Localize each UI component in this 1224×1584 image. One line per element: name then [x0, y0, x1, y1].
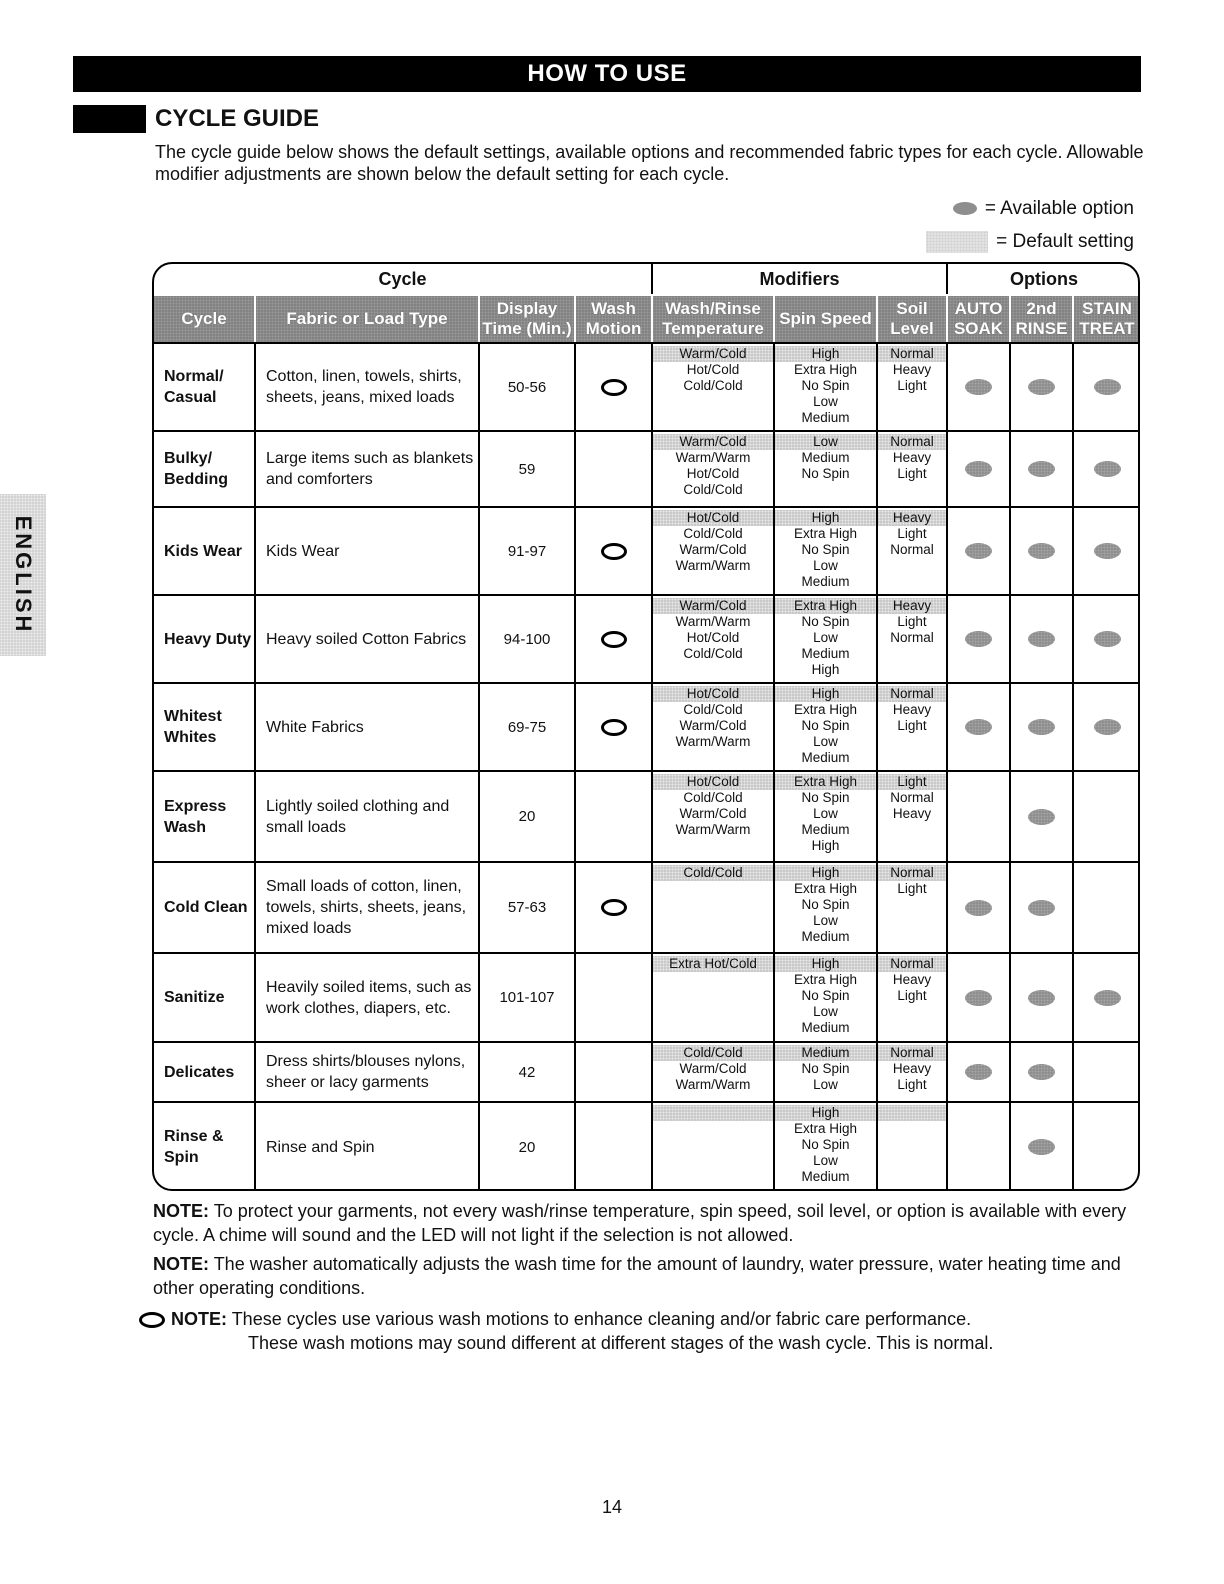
section-title: CYCLE GUIDE: [155, 105, 320, 132]
available-setting: Cold/Cold: [683, 790, 743, 805]
soil-level-list: [878, 596, 948, 682]
second-rinse-cell: [1011, 954, 1074, 1041]
available-setting: Normal: [890, 542, 934, 557]
default-setting: High: [775, 1105, 876, 1121]
table-row: [154, 952, 1140, 1041]
cycle-name: Heavy Duty: [154, 596, 256, 682]
legend-available-label: = Available option: [984, 198, 1134, 219]
wash-motion-icon: [601, 379, 627, 396]
available-option-icon: [1028, 379, 1055, 395]
second-rinse-cell: [1011, 684, 1074, 770]
table-row: [154, 682, 1140, 770]
available-setting: Low: [813, 630, 838, 645]
available-setting: Extra High: [793, 362, 858, 377]
spin-speed-list: [775, 684, 878, 770]
spin-speed-list: [775, 344, 878, 430]
default-setting: Hot/Cold: [653, 686, 773, 702]
available-option-icon: [965, 1064, 992, 1080]
available-setting: Warm/Warm: [675, 614, 751, 629]
available-setting: Low: [813, 734, 838, 749]
cycle-name: Cold Clean: [154, 863, 256, 952]
spin-speed-list: [775, 432, 878, 506]
col-header-temperature: Wash/Rinse Temperature: [653, 296, 775, 342]
temperature-list: [653, 954, 775, 1041]
available-option-icon: [1028, 900, 1055, 916]
stain-treat-cell: [1074, 772, 1140, 861]
wash-motion-icon: [601, 631, 627, 648]
wash-motion: [576, 1103, 653, 1191]
note-wash-motion: [153, 1307, 1143, 1355]
wash-motion: [576, 344, 653, 430]
column-header-row: [154, 296, 1140, 342]
col-header-auto-soak: AUTO SOAK: [948, 296, 1011, 342]
display-time: 101-107: [480, 954, 576, 1041]
soil-level-list: [878, 772, 948, 861]
available-setting: Normal: [890, 630, 934, 645]
available-setting: No Spin: [801, 1061, 850, 1076]
note-label: NOTE:: [153, 1201, 209, 1221]
display-time: 91-97: [480, 508, 576, 594]
available-option-icon: [965, 631, 992, 647]
default-setting: Light: [878, 774, 946, 790]
available-setting: Light: [897, 988, 927, 1003]
spin-speed-list: [775, 772, 878, 861]
note-text: These cycles use various wash motions to enhance cleaning and/or fabric care performance.: [231, 1309, 972, 1329]
available-setting: Medium: [801, 929, 850, 944]
default-setting: Normal: [878, 865, 946, 881]
available-setting: Heavy: [892, 972, 932, 987]
default-setting: Cold/Cold: [653, 865, 773, 881]
display-time: 20: [480, 772, 576, 861]
available-setting: Warm/Warm: [675, 558, 751, 573]
default-setting-swatch: [926, 231, 988, 253]
spin-speed-list: [775, 1043, 878, 1101]
available-setting: Warm/Warm: [675, 734, 751, 749]
auto-soak-cell: [948, 1043, 1011, 1101]
temperature-list: [653, 1043, 775, 1101]
default-setting: Normal: [878, 956, 946, 972]
available-setting: Low: [813, 558, 838, 573]
default-setting: Heavy: [878, 598, 946, 614]
wash-motion-icon: [601, 899, 627, 916]
temperature-list: [653, 596, 775, 682]
second-rinse-cell: [1011, 344, 1074, 430]
default-setting: High: [775, 686, 876, 702]
page-number: 14: [601, 1497, 623, 1517]
available-setting: Warm/Cold: [679, 542, 747, 557]
fabric-type: Dress shirts/blouses nylons, sheer or lacy garments: [256, 1043, 480, 1101]
soil-level-list: [878, 508, 948, 594]
available-option-icon: [953, 202, 977, 215]
available-option-icon: [1028, 631, 1055, 647]
available-setting: No Spin: [801, 1137, 850, 1152]
available-setting: Low: [813, 1077, 838, 1092]
available-setting: Light: [897, 378, 927, 393]
available-option-icon: [965, 379, 992, 395]
note-text: To protect your garments, not every wash/rinse temperature, spin speed, soil level, or option is available with every cycle. A chime will sound and the LED will not light if the selection is not allowed.: [153, 1201, 1127, 1245]
available-option-icon: [1094, 719, 1121, 735]
available-option-icon: [1028, 990, 1055, 1006]
available-option-icon: [1028, 543, 1055, 559]
available-option-icon: [1028, 1139, 1055, 1155]
default-setting: [878, 1105, 946, 1121]
default-setting: Extra High: [775, 774, 876, 790]
default-setting: Extra Hot/Cold: [653, 956, 773, 972]
stain-treat-cell: [1074, 1103, 1140, 1191]
second-rinse-cell: [1011, 508, 1074, 594]
temperature-list: [653, 772, 775, 861]
available-option-icon: [965, 900, 992, 916]
temperature-list: [653, 863, 775, 952]
cycle-name: Rinse & Spin: [154, 1103, 256, 1191]
available-option-icon: [1028, 1064, 1055, 1080]
auto-soak-cell: [948, 684, 1011, 770]
second-rinse-cell: [1011, 772, 1074, 861]
stain-treat-cell: [1074, 1043, 1140, 1101]
available-setting: Light: [897, 526, 927, 541]
auto-soak-cell: [948, 596, 1011, 682]
spin-speed-list: [775, 508, 878, 594]
available-option-icon: [965, 543, 992, 559]
auto-soak-cell: [948, 432, 1011, 506]
note-text-continued: These wash motions may sound different at different stages of the wash cycle. This is normal.: [248, 1333, 994, 1353]
available-setting: Light: [897, 1077, 927, 1092]
available-option-icon: [965, 990, 992, 1006]
fabric-type: Heavy soiled Cotton Fabrics: [256, 596, 480, 682]
available-setting: No Spin: [801, 542, 850, 557]
default-setting: High: [775, 346, 876, 362]
legend-default: [926, 230, 1134, 254]
soil-level-list: [878, 432, 948, 506]
available-setting: Extra High: [793, 702, 858, 717]
col-header-soil-level: Soil Level: [878, 296, 948, 342]
soil-level-list: [878, 684, 948, 770]
available-option-icon: [965, 719, 992, 735]
available-setting: No Spin: [801, 466, 850, 481]
available-setting: Medium: [801, 1169, 850, 1184]
table-row: [154, 770, 1140, 861]
available-setting: Medium: [801, 822, 850, 837]
available-setting: Low: [813, 394, 838, 409]
available-setting: Light: [897, 718, 927, 733]
auto-soak-cell: [948, 1103, 1011, 1191]
available-setting: No Spin: [801, 790, 850, 805]
fabric-type: Heavily soiled items, such as work clothes, diapers, etc.: [256, 954, 480, 1041]
display-time: 69-75: [480, 684, 576, 770]
fabric-type: Small loads of cotton, linen, towels, shirts, sheets, jeans, mixed loads: [256, 863, 480, 952]
available-setting: Low: [813, 1004, 838, 1019]
table-row: [154, 430, 1140, 506]
section-banner: HOW TO USE: [73, 56, 1141, 92]
fabric-type: Large items such as blankets and comforters: [256, 432, 480, 506]
available-setting: Medium: [801, 750, 850, 765]
stain-treat-cell: [1074, 684, 1140, 770]
default-setting: Normal: [878, 434, 946, 450]
available-setting: Hot/Cold: [686, 466, 740, 481]
available-setting: No Spin: [801, 614, 850, 629]
col-header-fabric: Fabric or Load Type: [256, 296, 480, 342]
soil-level-list: [878, 1043, 948, 1101]
available-setting: No Spin: [801, 988, 850, 1003]
wash-motion: [576, 432, 653, 506]
available-setting: Warm/Warm: [675, 822, 751, 837]
default-setting: Normal: [878, 686, 946, 702]
legend-available: [953, 197, 1134, 221]
fabric-type: Cotton, linen, towels, shirts, sheets, jeans, mixed loads: [256, 344, 480, 430]
group-header-cycle: Cycle: [154, 264, 653, 294]
available-option-icon: [1094, 543, 1121, 559]
available-setting: Warm/Cold: [679, 718, 747, 733]
available-setting: Warm/Warm: [675, 450, 751, 465]
default-setting: Normal: [878, 346, 946, 362]
stain-treat-cell: [1074, 954, 1140, 1041]
note-label: NOTE:: [153, 1254, 209, 1274]
available-setting: Heavy: [892, 1061, 932, 1076]
display-time: 42: [480, 1043, 576, 1101]
default-setting: Heavy: [878, 510, 946, 526]
default-setting: Warm/Cold: [653, 434, 773, 450]
available-setting: Warm/Cold: [679, 1061, 747, 1076]
available-setting: Hot/Cold: [686, 630, 740, 645]
stain-treat-cell: [1074, 596, 1140, 682]
col-header-display-time: Display Time (Min.): [480, 296, 576, 342]
default-setting: High: [775, 956, 876, 972]
default-setting: Normal: [878, 1045, 946, 1061]
available-setting: No Spin: [801, 378, 850, 393]
available-setting: Low: [813, 1153, 838, 1168]
available-setting: No Spin: [801, 718, 850, 733]
available-setting: Extra High: [793, 972, 858, 987]
available-setting: Cold/Cold: [683, 482, 743, 497]
stain-treat-cell: [1074, 863, 1140, 952]
default-setting: Hot/Cold: [653, 510, 773, 526]
stain-treat-cell: [1074, 432, 1140, 506]
legend-default-label: = Default setting: [996, 231, 1134, 252]
available-option-icon: [1028, 719, 1055, 735]
soil-level-list: [878, 863, 948, 952]
available-setting: Heavy: [892, 806, 932, 821]
default-setting: Hot/Cold: [653, 774, 773, 790]
available-setting: Low: [813, 806, 838, 821]
spin-speed-list: [775, 954, 878, 1041]
default-setting: [653, 1105, 773, 1121]
display-time: 94-100: [480, 596, 576, 682]
fabric-type: Lightly soiled clothing and small loads: [256, 772, 480, 861]
default-setting: Medium: [775, 1045, 876, 1061]
display-time: 20: [480, 1103, 576, 1191]
default-setting: Low: [775, 434, 876, 450]
available-option-icon: [1094, 990, 1121, 1006]
wash-motion: [576, 1043, 653, 1101]
display-time: 50-56: [480, 344, 576, 430]
note-garments: [153, 1199, 1143, 1247]
available-setting: Hot/Cold: [686, 362, 740, 377]
default-setting: High: [775, 865, 876, 881]
auto-soak-cell: [948, 954, 1011, 1041]
available-option-icon: [965, 461, 992, 477]
group-header-modifiers: Modifiers: [653, 264, 948, 294]
auto-soak-cell: [948, 772, 1011, 861]
note-label: NOTE:: [171, 1309, 227, 1329]
available-setting: Medium: [801, 646, 850, 661]
default-setting: Cold/Cold: [653, 1045, 773, 1061]
soil-level-list: [878, 954, 948, 1041]
available-option-icon: [1094, 379, 1121, 395]
soil-level-list: [878, 1103, 948, 1191]
table-row: [154, 506, 1140, 594]
second-rinse-cell: [1011, 1043, 1074, 1101]
available-option-icon: [1028, 809, 1055, 825]
available-setting: Medium: [801, 574, 850, 589]
spin-speed-list: [775, 596, 878, 682]
available-setting: Light: [897, 614, 927, 629]
col-header-stain-treat: STAIN TREAT: [1079, 299, 1135, 338]
available-setting: Cold/Cold: [683, 702, 743, 717]
cycle-name: Bulky/ Bedding: [154, 432, 256, 506]
available-setting: Low: [813, 913, 838, 928]
available-setting: Cold/Cold: [683, 646, 743, 661]
wash-motion-icon: [601, 719, 627, 736]
auto-soak-cell: [948, 344, 1011, 430]
wash-motion: [576, 508, 653, 594]
temperature-list: [653, 508, 775, 594]
wash-motion: [576, 596, 653, 682]
available-option-icon: [1028, 461, 1055, 477]
available-setting: High: [811, 662, 840, 677]
available-setting: Medium: [801, 450, 850, 465]
default-setting: High: [775, 510, 876, 526]
available-setting: Cold/Cold: [683, 526, 743, 541]
display-time: 59: [480, 432, 576, 506]
available-setting: Light: [897, 881, 927, 896]
stain-treat-cell: [1074, 344, 1140, 430]
wash-motion-icon: [601, 543, 627, 560]
default-setting: Warm/Cold: [653, 346, 773, 362]
available-setting: Warm/Cold: [679, 806, 747, 821]
wash-motion: [576, 772, 653, 861]
cycle-name: Express Wash: [154, 772, 256, 861]
col-header-cycle: Cycle: [154, 296, 256, 342]
col-header-wash-motion: Wash Motion: [576, 296, 653, 342]
fabric-type: White Fabrics: [256, 684, 480, 770]
available-setting: Medium: [801, 410, 850, 425]
available-setting: Heavy: [892, 702, 932, 717]
cycle-name: Normal/ Casual: [154, 344, 256, 430]
stain-treat-cell: [1074, 508, 1140, 594]
available-setting: Extra High: [793, 881, 858, 896]
col-header-2nd-rinse: 2nd RINSE: [1011, 296, 1074, 342]
table-row: [154, 1041, 1140, 1101]
available-setting: Cold/Cold: [683, 378, 743, 393]
available-setting: Normal: [890, 790, 934, 805]
available-setting: Extra High: [793, 526, 858, 541]
second-rinse-cell: [1011, 1103, 1074, 1191]
table-row: [154, 342, 1140, 430]
soil-level-list: [878, 344, 948, 430]
temperature-list: [653, 1103, 775, 1191]
second-rinse-cell: [1011, 596, 1074, 682]
available-setting: Light: [897, 466, 927, 481]
language-side-label: ENGLISH: [11, 515, 36, 635]
wash-motion: [576, 863, 653, 952]
available-setting: High: [811, 838, 840, 853]
cycle-guide-table: [152, 262, 1140, 1191]
temperature-list: [653, 344, 775, 430]
cycle-name: Delicates: [154, 1043, 256, 1101]
second-rinse-cell: [1011, 863, 1074, 952]
spin-speed-list: [775, 863, 878, 952]
wash-motion: [576, 954, 653, 1041]
intro-text: The cycle guide below shows the default settings, available options and recommended fabric types for each cycle. Allowable modifier adjustments are shown below the default setting for each cycle.: [155, 142, 1144, 184]
available-setting: Medium: [801, 1020, 850, 1035]
auto-soak-cell: [948, 508, 1011, 594]
temperature-list: [653, 684, 775, 770]
col-header-spin-speed: Spin Speed: [775, 296, 878, 342]
available-setting: Warm/Warm: [675, 1077, 751, 1092]
cycle-name: Sanitize: [154, 954, 256, 1041]
available-option-icon: [1094, 631, 1121, 647]
display-time: 57-63: [480, 863, 576, 952]
group-header-options: Options: [1010, 269, 1078, 289]
auto-soak-cell: [948, 863, 1011, 952]
spin-speed-list: [775, 1103, 878, 1191]
second-rinse-cell: [1011, 432, 1074, 506]
default-setting: Extra High: [775, 598, 876, 614]
table-row: [154, 861, 1140, 952]
note-text: The washer automatically adjusts the wash time for the amount of laundry, water pressure, water heating time and other operating conditions.: [153, 1254, 1121, 1298]
table-row: [154, 594, 1140, 682]
note-wash-time: [153, 1252, 1143, 1300]
available-option-icon: [1094, 461, 1121, 477]
fabric-type: Kids Wear: [256, 508, 480, 594]
cycle-name: Kids Wear: [154, 508, 256, 594]
cycle-name: Whitest Whites: [154, 684, 256, 770]
temperature-list: [653, 432, 775, 506]
fabric-type: Rinse and Spin: [256, 1103, 480, 1191]
table-row: [154, 1101, 1140, 1191]
wash-motion: [576, 684, 653, 770]
available-setting: Extra High: [793, 1121, 858, 1136]
default-setting: Warm/Cold: [653, 598, 773, 614]
section-marker: [73, 105, 146, 133]
available-setting: Heavy: [892, 450, 932, 465]
wash-motion-icon: [139, 1312, 165, 1328]
available-setting: No Spin: [801, 897, 850, 912]
available-setting: Heavy: [892, 362, 932, 377]
